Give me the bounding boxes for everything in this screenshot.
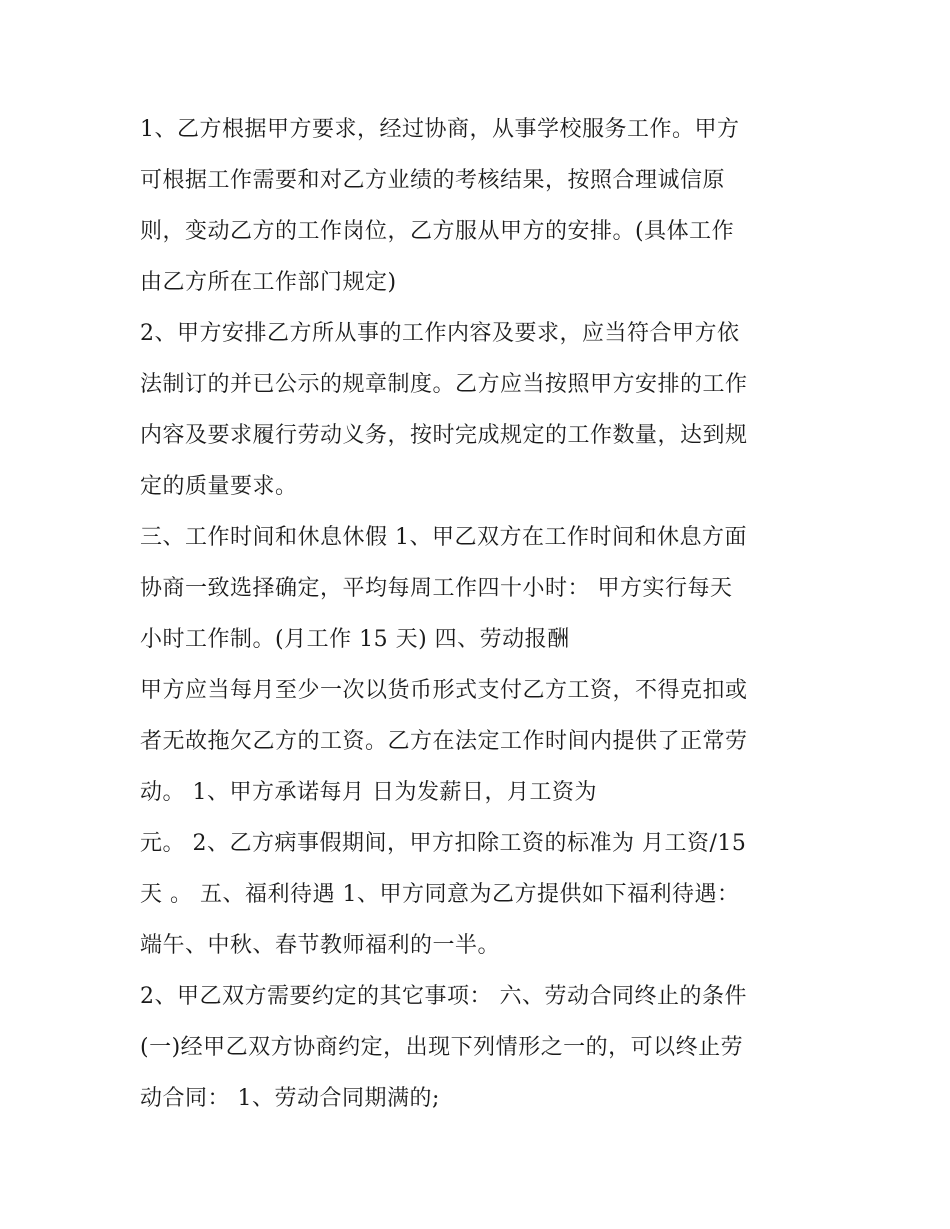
text-line: 端午、中秋、春节教师福利的一半。 [140, 933, 501, 958]
text-line: 法制订的并已公示的规章制度。乙方应当按照甲方安排的工作 [140, 372, 748, 397]
text-line: 小时工作制。(月工作 15 天) 四、劳动报酬 [140, 627, 570, 652]
text-line: 则，变动乙方的工作岗位，乙方服从甲方的安排。(具体工作 [140, 219, 735, 244]
text-line: 可根据工作需要和对乙方业绩的考核结果，按照合理诚信原 [140, 168, 726, 193]
text-line: 三、工作时间和休息休假 1、甲乙双方在工作时间和休息方面 [140, 525, 747, 550]
text-line: 天 。 五、福利待遇 1、甲方同意为乙方提供如下福利待遇： [140, 882, 740, 907]
text-line: 内容及要求履行劳动义务，按时完成规定的工作数量，达到规 [140, 423, 748, 448]
text-line: 定的质量要求。 [140, 474, 298, 499]
text-line: 1、乙方根据甲方要求，经过协商，从事学校服务工作。甲方 [140, 117, 740, 142]
text-line: 甲方应当每月至少一次以货币形式支付乙方工资，不得克扣或 [140, 678, 748, 703]
text-line: 由乙方所在工作部门规定) [140, 270, 397, 295]
text-line: 协商一致选择确定，平均每周工作四十小时： 甲方实行每天 [140, 576, 733, 601]
text-line: 2、甲方安排乙方所从事的工作内容及要求，应当符合甲方依 [140, 321, 740, 346]
text-line: 动。 1、甲方承诺每月 日为发薪日，月工资为 [140, 780, 597, 805]
text-line: (一)经甲乙双方协商约定，出现下列情形之一的，可以终止劳 [140, 1035, 744, 1060]
text-line: 动合同： 1、劳动合同期满的; [140, 1086, 440, 1111]
text-line: 元。 2、乙方病事假期间，甲方扣除工资的标准为 月工资/15 [140, 831, 747, 856]
text-line: 者无故拖欠乙方的工资。乙方在法定工作时间内提供了正常劳 [140, 729, 748, 754]
text-line: 2、甲乙双方需要约定的其它事项： 六、劳动合同终止的条件 [140, 984, 747, 1009]
